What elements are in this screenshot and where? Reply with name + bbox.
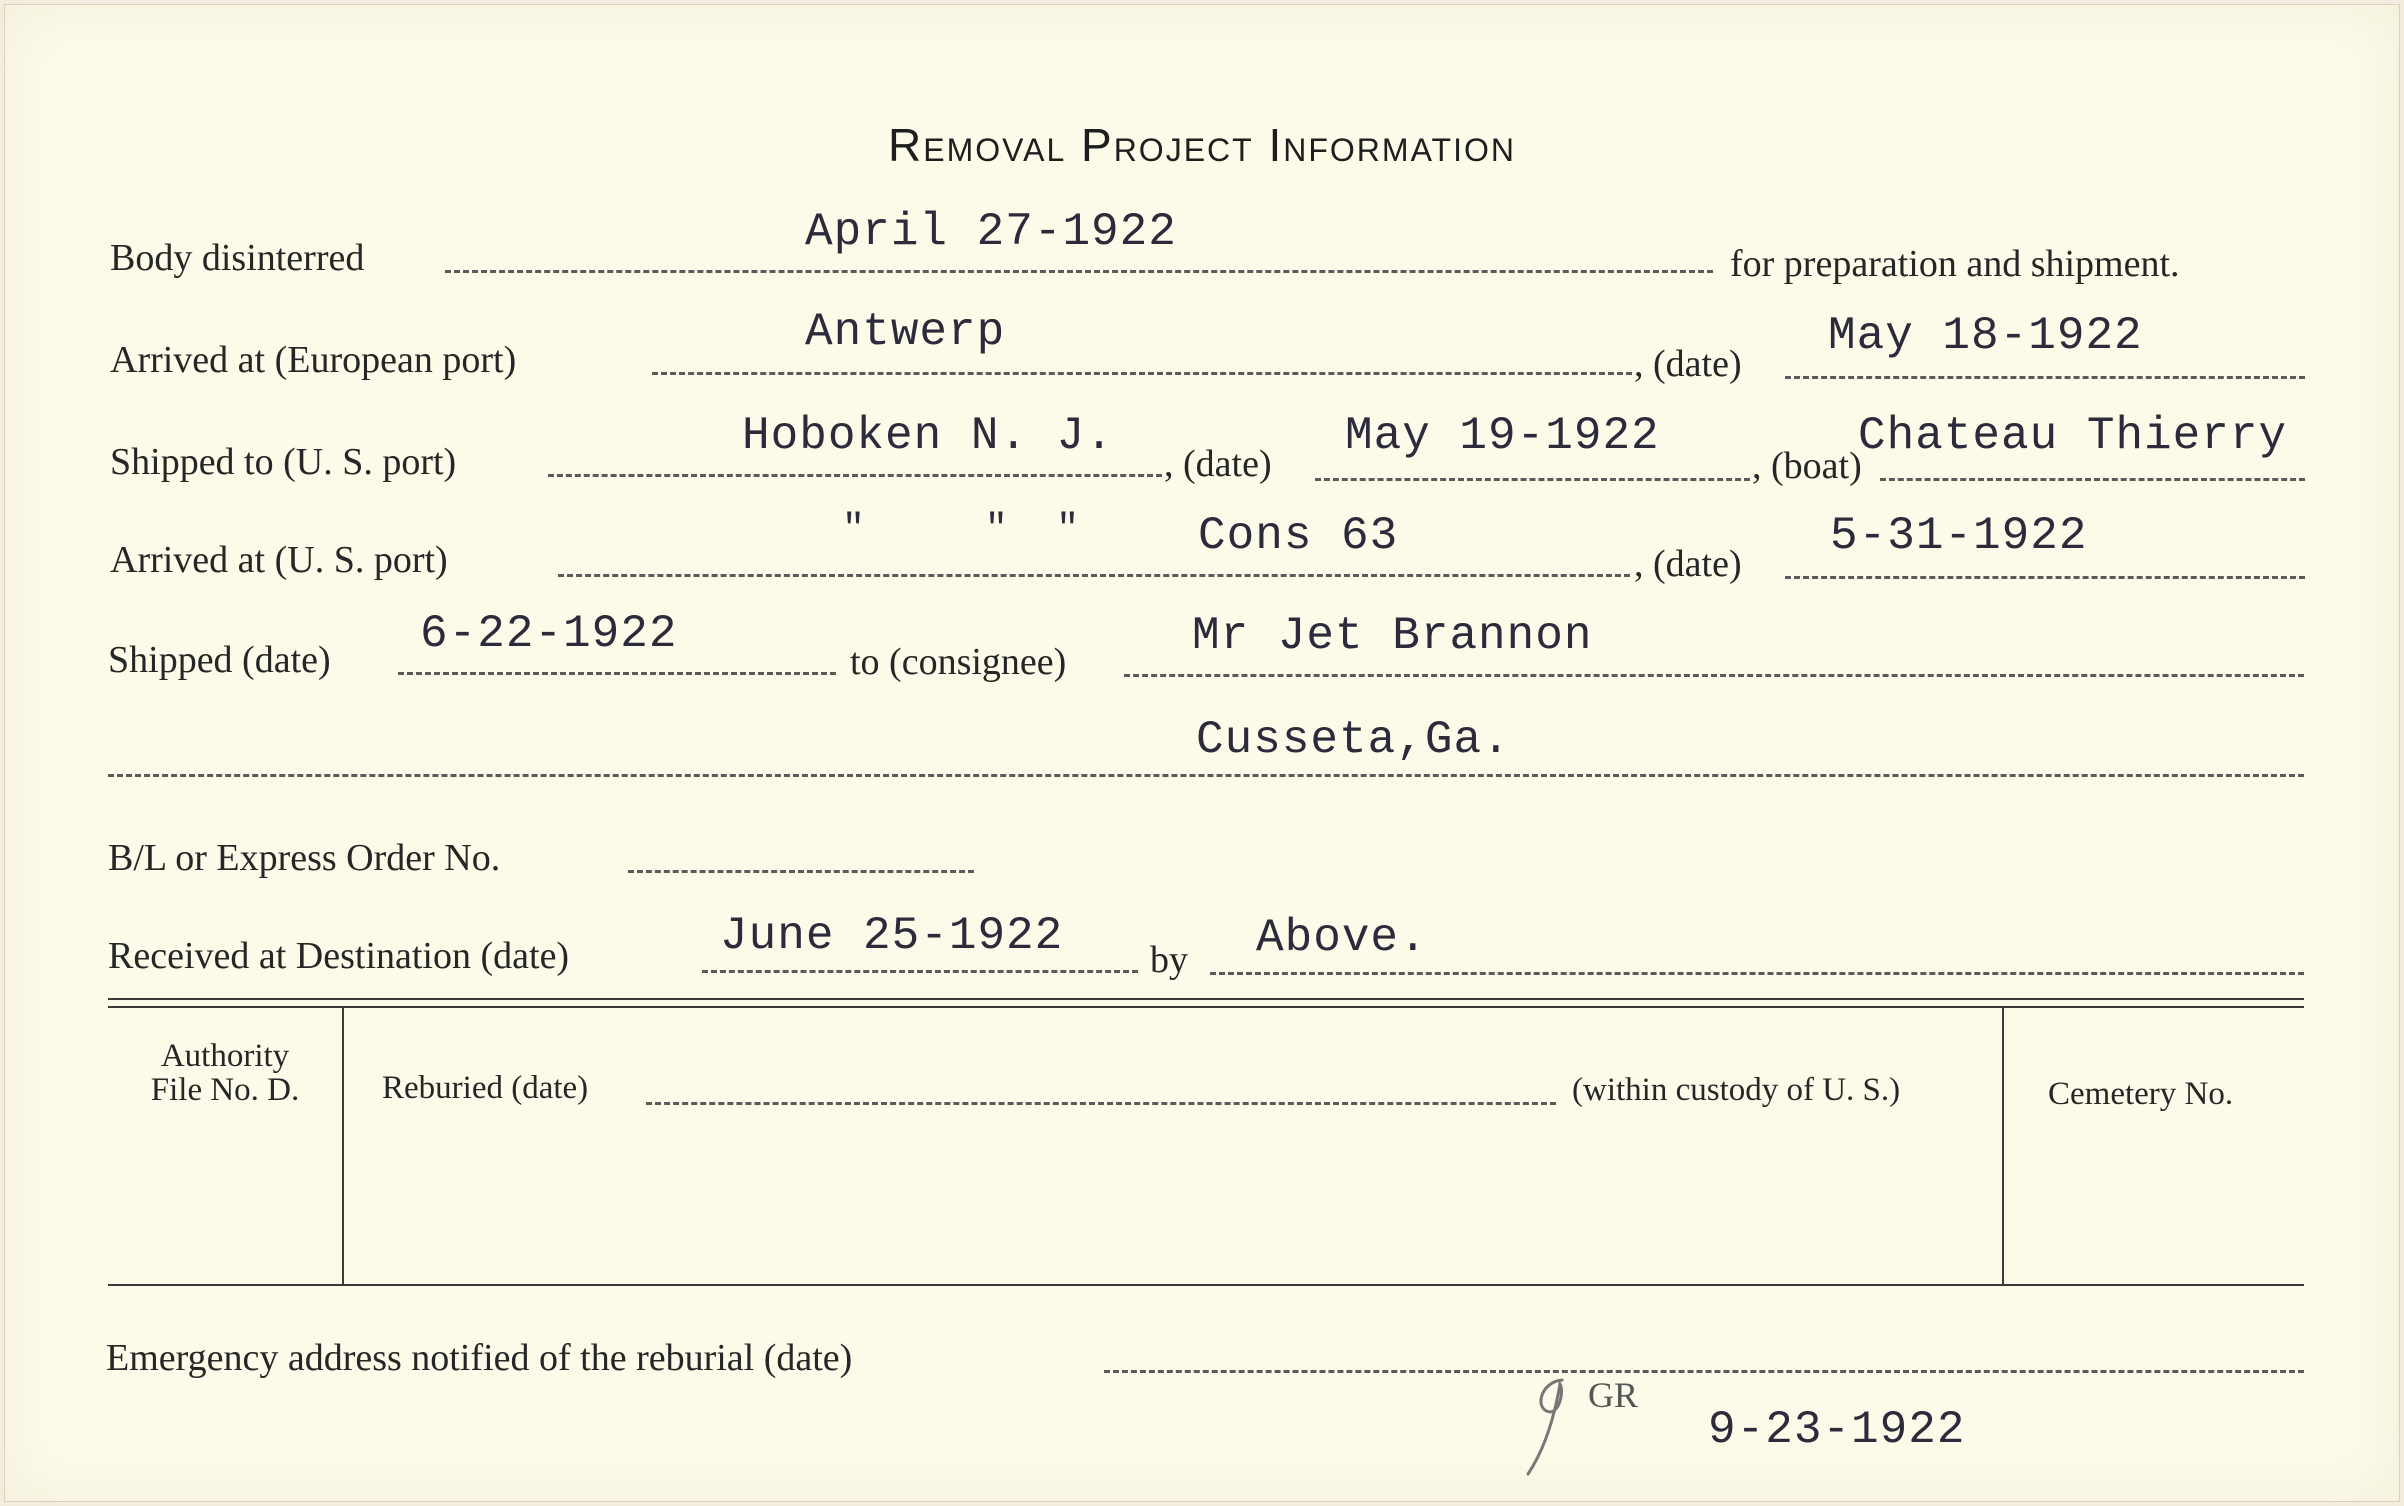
received-date-line <box>702 970 1138 973</box>
reburied-line <box>646 1102 1556 1105</box>
ditto-marks: " " " <box>842 508 1081 551</box>
disinterred-label: Body disinterred <box>110 237 365 279</box>
disinterred-suffix: for preparation and shipment. <box>1730 243 2180 285</box>
consignee-label: to (consignee) <box>850 641 1067 683</box>
disinterred-line <box>445 270 1713 273</box>
bl-label: B/L or Express Order No. <box>108 837 501 879</box>
boat-label: , (boat) <box>1752 445 1862 487</box>
arrived-us-label: Arrived at (U. S. port) <box>110 539 448 581</box>
address-line <box>108 774 2304 777</box>
arrived-europe-date-label: , (date) <box>1634 343 1742 385</box>
european-port: Antwerp <box>805 306 1006 358</box>
arrived-us-date-label: , (date) <box>1634 543 1742 585</box>
disinterred-date: April 27-1922 <box>805 206 1177 258</box>
arrived-us-value: Cons 63 <box>1198 510 1399 562</box>
consignee-line <box>1124 674 2304 677</box>
box-bottom-rule <box>108 1284 2304 1286</box>
arrived-europe-date: May 18-1922 <box>1828 310 2143 362</box>
cemetery-label: Cemetery No. <box>2048 1076 2234 1112</box>
shipped-us-date: May 19-1922 <box>1345 410 1660 462</box>
received-by-line <box>1210 972 2304 975</box>
arrived-europe-line <box>652 372 1632 375</box>
arrived-us-date: 5-31-1922 <box>1830 510 2088 562</box>
boat-line <box>1880 478 2305 481</box>
shipped-us-label: Shipped to (U. S. port) <box>110 441 457 483</box>
box-divider-left <box>342 1008 344 1284</box>
arrived-us-line <box>558 574 1630 577</box>
boat-name: Chateau Thierry <box>1858 410 2288 462</box>
authority-label: Authority <box>160 1038 290 1074</box>
shipped-date-label: Shipped (date) <box>108 639 331 681</box>
emergency-label: Emergency address notified of the reburial (date) <box>106 1337 853 1379</box>
box-divider-right <box>2002 1008 2004 1286</box>
shipped-date-line <box>398 672 836 675</box>
received-date: June 25-1922 <box>720 910 1064 962</box>
arrived-us-date-line <box>1785 576 2305 579</box>
received-by: Above. <box>1256 912 1428 964</box>
emergency-date: 9-23-1922 <box>1708 1404 1966 1456</box>
reburied-label: Reburied (date) <box>382 1070 589 1106</box>
consignee-name: Mr Jet Brannon <box>1192 610 1593 662</box>
emergency-line <box>1104 1370 2304 1373</box>
arrived-europe-date-line <box>1785 376 2305 379</box>
file-no-label: File No. D. <box>150 1072 300 1108</box>
received-label: Received at Destination (date) <box>108 935 570 977</box>
shipped-us-line <box>548 474 1162 477</box>
received-by-label: by <box>1150 939 1188 981</box>
arrived-europe-label: Arrived at (European port) <box>110 339 517 381</box>
box-top-rule-2 <box>108 1006 2304 1008</box>
shipped-date: 6-22-1922 <box>420 608 678 660</box>
shipped-us-date-line <box>1315 478 1750 481</box>
shipped-us-date-label: , (date) <box>1164 443 1272 485</box>
card-title: Removal Project Information <box>888 119 1516 171</box>
box-top-rule <box>108 998 2304 1000</box>
consignee-address: Cusseta,Ga. <box>1196 714 1511 766</box>
us-port: Hoboken N. J. <box>742 410 1114 462</box>
initials-signature <box>1520 1370 1580 1480</box>
custody-label: (within custody of U. S.) <box>1572 1072 1901 1108</box>
gr-mark: GR <box>1588 1375 1639 1415</box>
bl-line <box>628 870 974 873</box>
